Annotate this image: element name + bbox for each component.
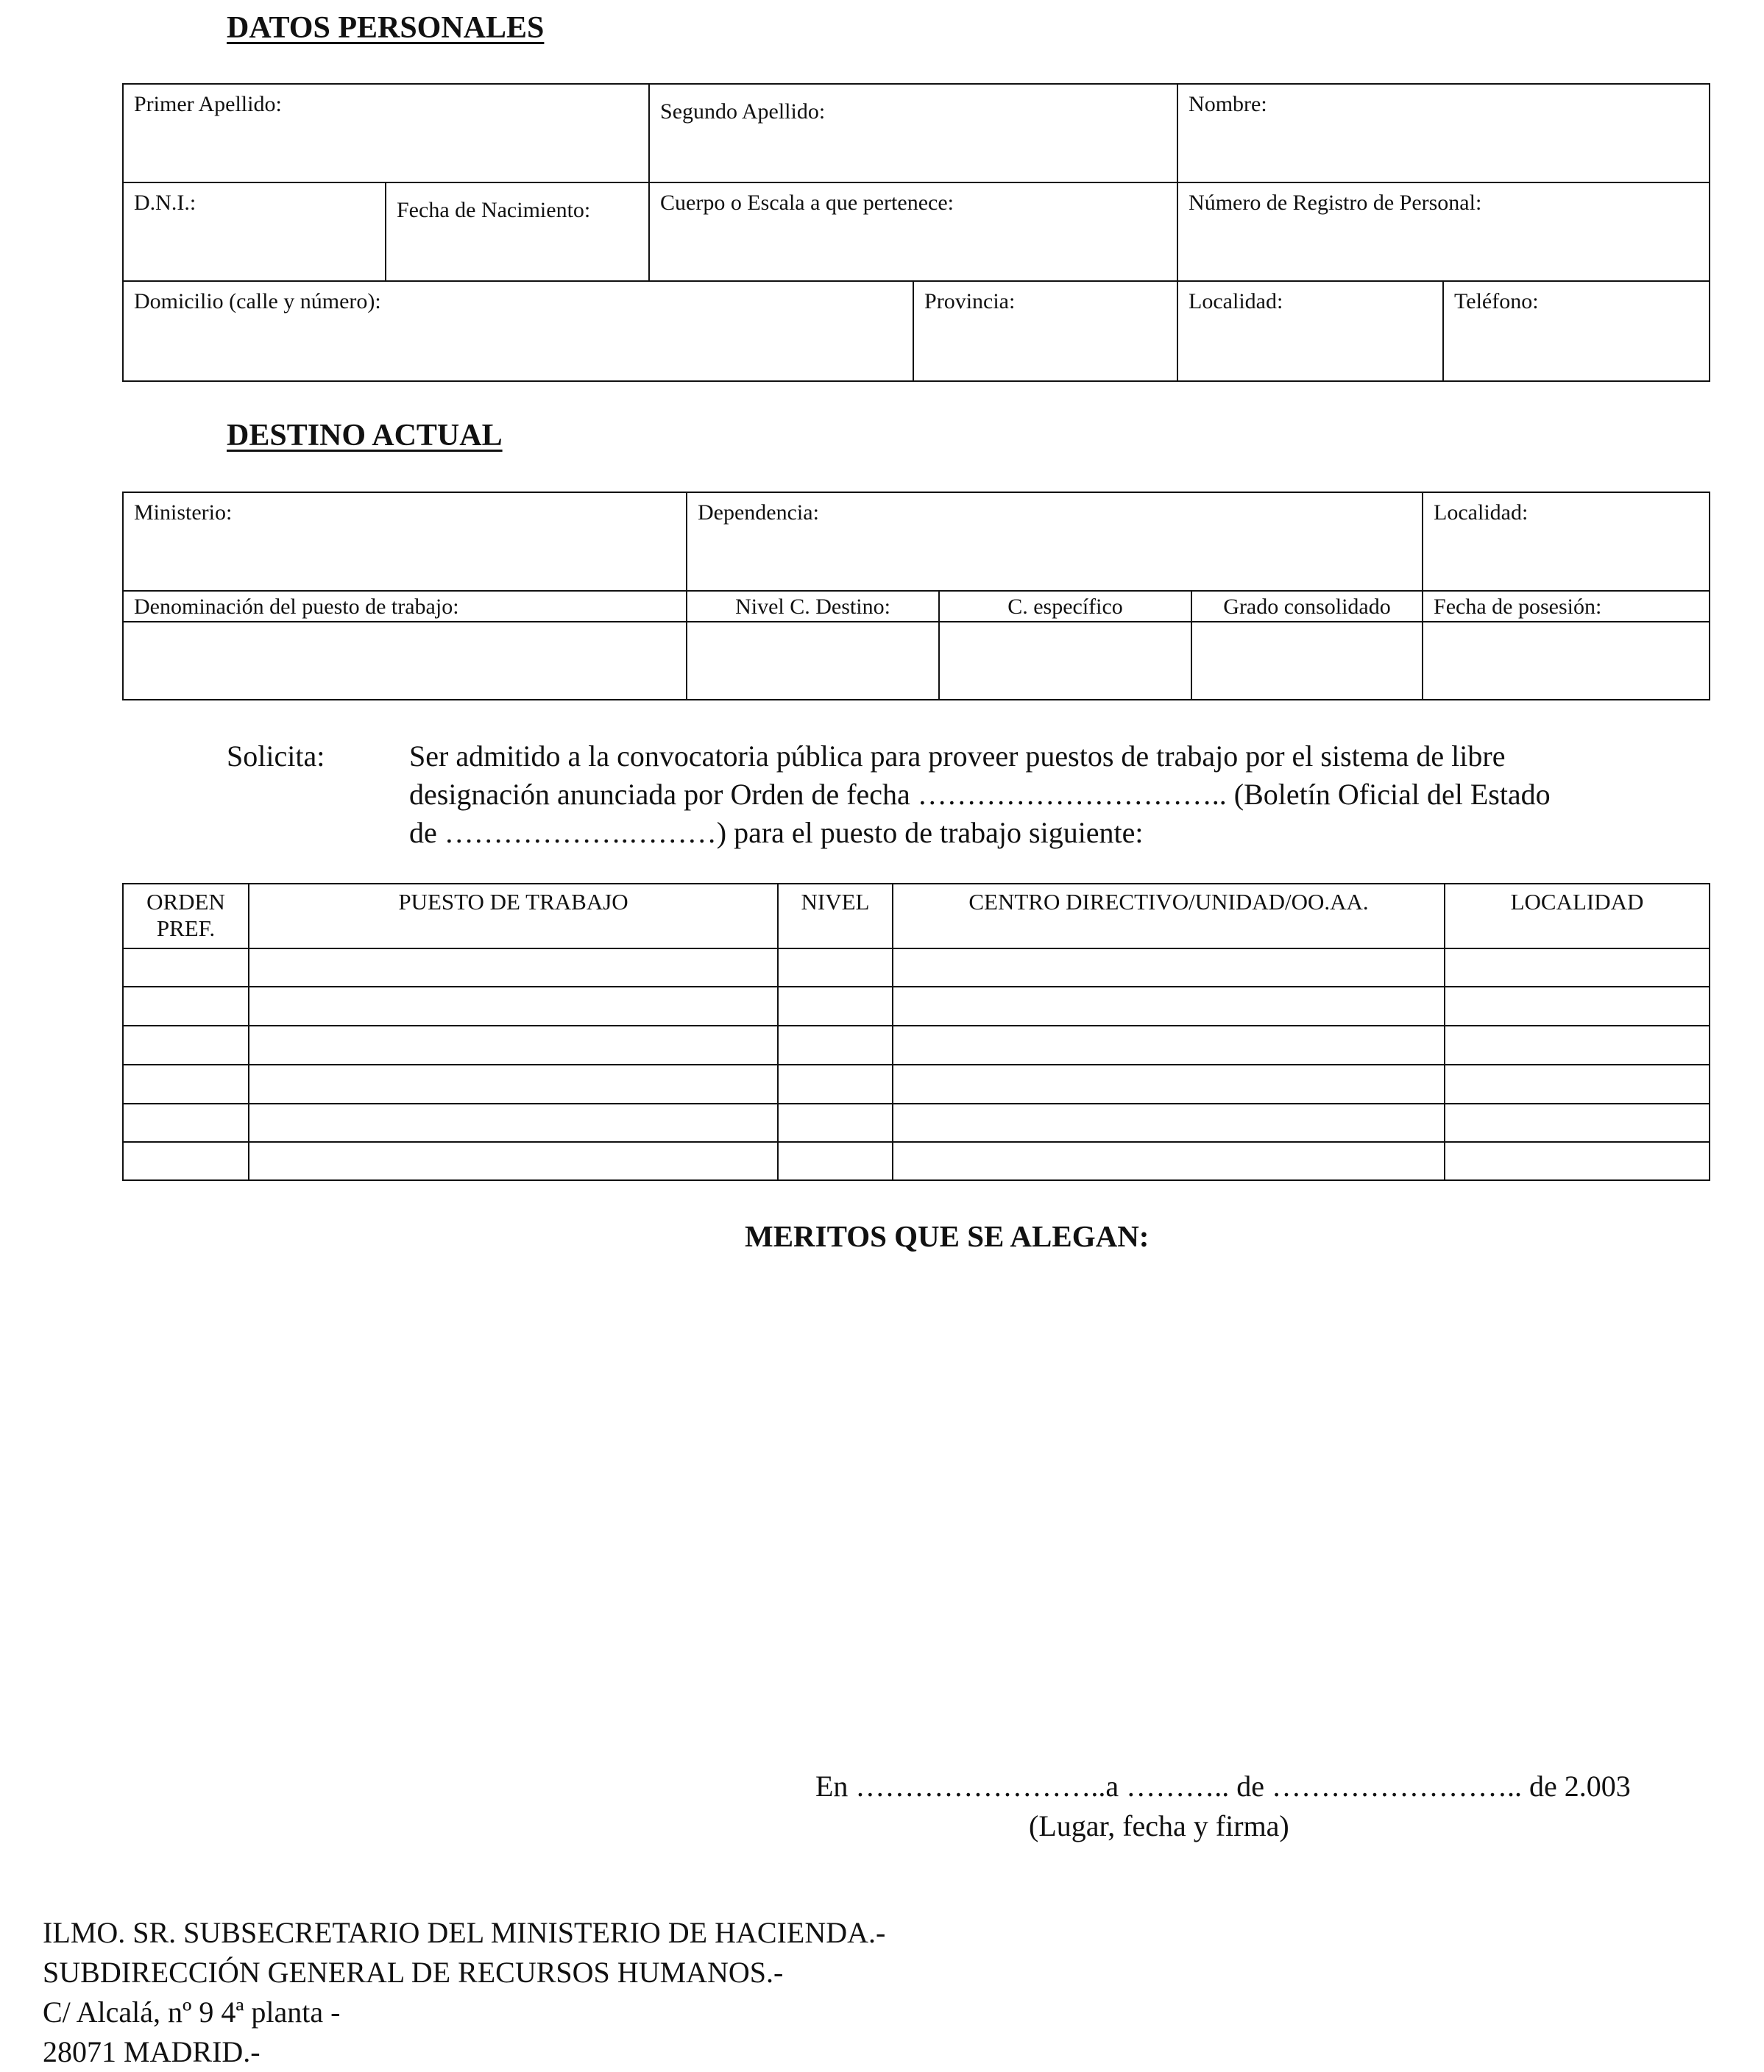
nivel-destino-value[interactable] <box>687 622 939 700</box>
destino-actual-heading: DESTINO ACTUAL <box>227 419 503 453</box>
telefono-label: Teléfono: <box>1454 289 1539 313</box>
solicita-label: Solicita: <box>227 739 325 773</box>
table-cell[interactable] <box>893 1065 1445 1104</box>
fecha-posesion-value[interactable] <box>1423 622 1710 700</box>
destino-actual-table <box>122 492 1710 700</box>
table-cell[interactable] <box>1445 987 1710 1026</box>
solicita-line-2: designación anunciada por Orden de fecha ………………………….. (Boletín Oficial del Estado <box>409 778 1551 811</box>
solicita-text <box>409 737 1719 852</box>
localidad-label: Localidad: <box>1189 289 1283 313</box>
table-cell[interactable] <box>893 948 1445 987</box>
dependencia-field[interactable] <box>687 492 1423 591</box>
destinatario-line-4: 28071 MADRID.- <box>43 2035 261 2068</box>
dni-label: D.N.I.: <box>134 191 196 215</box>
especifico-header <box>939 591 1191 622</box>
table-cell[interactable] <box>123 1065 249 1104</box>
table-cell[interactable] <box>123 948 249 987</box>
table-row <box>123 987 1710 1026</box>
table-cell[interactable] <box>249 987 778 1026</box>
orden-header-line2: PREF. <box>156 915 216 941</box>
denominacion-value[interactable] <box>123 622 687 700</box>
registro-personal-label: Número de Registro de Personal: <box>1189 191 1482 215</box>
solicita-line-3: de ……………….………) para el puesto de trabajo siguiente: <box>409 816 1144 849</box>
denominacion-header <box>123 591 687 622</box>
datos-personales-table <box>122 83 1710 382</box>
destinatario-line-3: C/ Alcalá, nº 9 4ª planta - <box>43 1995 341 2029</box>
destino-localidad-label: Localidad: <box>1434 500 1529 525</box>
puesto-header <box>249 884 778 948</box>
table-row <box>123 1104 1710 1142</box>
grado-label: Grado consolidado <box>1223 595 1391 619</box>
dni-field[interactable] <box>123 182 386 281</box>
puestos-table <box>122 883 1710 1181</box>
telefono-field[interactable] <box>1443 281 1710 381</box>
ministerio-label: Ministerio: <box>134 500 233 525</box>
table-row <box>123 1026 1710 1065</box>
solicita-line-1: Ser admitido a la convocatoria pública para proveer puestos de trabajo por el sistema de libre <box>409 739 1506 773</box>
destinatario-line-2: SUBDIRECCIÓN GENERAL DE RECURSOS HUMANOS.- <box>43 1956 784 1989</box>
provincia-label: Provincia: <box>924 289 1016 313</box>
primer-apellido-field[interactable] <box>123 84 649 182</box>
meritos-heading: MERITOS QUE SE ALEGAN: <box>745 1219 1150 1253</box>
denominacion-label: Denominación del puesto de trabajo: <box>134 595 459 619</box>
table-cell[interactable] <box>123 1142 249 1180</box>
table-cell[interactable] <box>893 1026 1445 1065</box>
table-cell[interactable] <box>778 948 893 987</box>
segundo-apellido-field[interactable] <box>649 84 1177 182</box>
ministerio-field[interactable] <box>123 492 687 591</box>
destinatario-line-1: ILMO. SR. SUBSECRETARIO DEL MINISTERIO DE HACIENDA.- <box>43 1916 886 1949</box>
especifico-label: C. específico <box>1007 595 1123 619</box>
table-cell[interactable] <box>123 1104 249 1142</box>
table-cell[interactable] <box>249 1026 778 1065</box>
table-cell[interactable] <box>893 1104 1445 1142</box>
table-cell[interactable] <box>123 987 249 1026</box>
cuerpo-escala-field[interactable] <box>649 182 1177 281</box>
especifico-value[interactable] <box>939 622 1191 700</box>
nivel-header <box>778 884 893 948</box>
table-cell[interactable] <box>778 1026 893 1065</box>
nivel-destino-header <box>687 591 939 622</box>
fecha-nacimiento-label: Fecha de Nacimiento: <box>397 198 591 222</box>
table-row <box>123 948 1710 987</box>
table-cell[interactable] <box>1445 948 1710 987</box>
table-cell[interactable] <box>123 1026 249 1065</box>
table-cell[interactable] <box>249 1104 778 1142</box>
datos-personales-heading: DATOS PERSONALES <box>227 11 545 45</box>
table-cell[interactable] <box>778 1142 893 1180</box>
nivel-header-label: NIVEL <box>801 889 870 915</box>
firma-line: En ……………………..a ……….. de …………………….. de 2.003 <box>815 1770 1631 1803</box>
grado-header <box>1191 591 1423 622</box>
table-row <box>123 1142 1710 1180</box>
grado-value[interactable] <box>1191 622 1423 700</box>
nivel-destino-label: Nivel C. Destino: <box>735 595 890 619</box>
fecha-posesion-header <box>1423 591 1710 622</box>
orden-pref-header <box>123 884 249 948</box>
destinatario-block <box>43 1913 885 2072</box>
domicilio-label: Domicilio (calle y número): <box>134 289 381 313</box>
nombre-label: Nombre: <box>1189 92 1267 116</box>
table-cell[interactable] <box>249 1142 778 1180</box>
table-cell[interactable] <box>249 1065 778 1104</box>
table-cell[interactable] <box>893 987 1445 1026</box>
localidad-header <box>1445 884 1710 948</box>
cuerpo-escala-label: Cuerpo o Escala a que pertenece: <box>660 191 954 215</box>
localidad-field[interactable] <box>1177 281 1443 381</box>
table-cell[interactable] <box>778 1104 893 1142</box>
puesto-header-label: PUESTO DE TRABAJO <box>398 889 628 915</box>
firma-caption: (Lugar, fecha y firma) <box>1029 1809 1289 1842</box>
destino-localidad-field[interactable] <box>1423 492 1710 591</box>
table-cell[interactable] <box>893 1142 1445 1180</box>
localidad-header-label: LOCALIDAD <box>1510 889 1644 915</box>
table-cell[interactable] <box>249 948 778 987</box>
provincia-field[interactable] <box>913 281 1177 381</box>
registro-personal-field[interactable] <box>1177 182 1710 281</box>
fecha-posesion-label: Fecha de posesión: <box>1434 595 1602 619</box>
table-cell[interactable] <box>1445 1142 1710 1180</box>
primer-apellido-label: Primer Apellido: <box>134 92 282 116</box>
table-cell[interactable] <box>1445 1104 1710 1142</box>
table-row <box>123 1065 1710 1104</box>
nombre-field[interactable] <box>1177 84 1710 182</box>
table-cell[interactable] <box>778 987 893 1026</box>
table-cell[interactable] <box>1445 1065 1710 1104</box>
centro-header <box>893 884 1445 948</box>
domicilio-field[interactable] <box>123 281 913 381</box>
table-cell[interactable] <box>1445 1026 1710 1065</box>
orden-header-line1: ORDEN <box>146 889 225 915</box>
segundo-apellido-label: Segundo Apellido: <box>660 99 826 124</box>
dependencia-label: Dependencia: <box>698 500 819 525</box>
fecha-nacimiento-field[interactable] <box>386 182 649 281</box>
centro-header-label: CENTRO DIRECTIVO/UNIDAD/OO.AA. <box>968 889 1369 915</box>
table-cell[interactable] <box>778 1065 893 1104</box>
